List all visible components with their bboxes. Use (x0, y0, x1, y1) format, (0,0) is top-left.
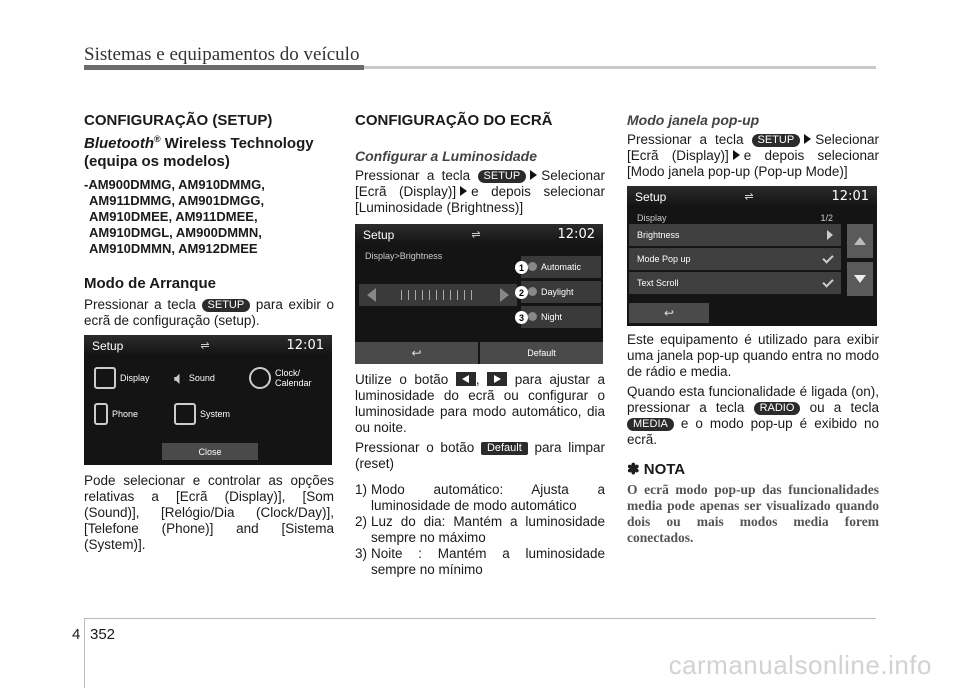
screen-time: 12:01 (286, 338, 324, 353)
arrow-right-icon (733, 150, 740, 160)
luminosidade-text: Pressionar a tecla SETUP Selecionar [Ecrã (Display)] e depois selecionar [Luminosidade (Brightness)] (355, 168, 606, 215)
column-2 (355, 112, 605, 578)
mode-popup-row[interactable]: Mode Pop up (629, 248, 841, 270)
usb-icon: ⇌ (744, 191, 754, 203)
nota-body: O ecrã modo pop-up das funcionalidades media pode apenas ser visualizado quando dois ou mais modos media forem conectados. (627, 482, 879, 545)
watermark: carmanualsonline.info (668, 650, 932, 680)
footer-rule (84, 618, 876, 619)
brightness-screen (355, 224, 603, 364)
modo-arranque-text: Pressionar a tecla SETUP para exibir o ecrã de configuração (setup). (84, 297, 334, 328)
page-number: 352 (90, 626, 116, 643)
check-icon (822, 252, 833, 263)
modo-arranque-heading: Modo de Arranque (84, 275, 216, 292)
callout-badge: 3 (515, 311, 528, 324)
brightness-slider[interactable] (359, 284, 517, 306)
model-list: -AM900DMMG, AM910DMMG, AM911DMMG, AM901DMGG, AM910DMEE, AM911DMEE, AM910DMGL, AM900DMMN, AM910DMMN, AM912DMEE (84, 177, 265, 256)
back-button[interactable] (629, 303, 709, 323)
reset-text: Pressionar o botão Default para limpar (reset) (355, 440, 605, 471)
brightness-scale (401, 290, 477, 300)
setup-description: Pode selecionar e controlar as opções relativas a [Ecrã (Display)], [Som (Sound)], [Relógio/Dia (Clock/Day)], [Telefone (Phone)] and [Sistema (System)]. (84, 473, 334, 552)
popup-description: Este equipamento é utilizado para exibir uma janela pop-up quando entra no modo de rádio e media. (627, 332, 879, 379)
screen-time: 12:02 (557, 227, 595, 242)
arrow-down-icon (854, 275, 866, 283)
decrease-icon[interactable] (367, 288, 376, 302)
brightness-row[interactable]: Brightness (629, 224, 841, 246)
check-icon (822, 276, 833, 287)
arrow-right-icon (530, 170, 537, 180)
setup-heading: CONFIGURAÇÃO (SETUP) (84, 112, 273, 129)
footer-divider (84, 618, 85, 688)
chapter-number: 4 (72, 626, 81, 643)
screen-time: 12:01 (831, 189, 869, 204)
phone-icon (94, 403, 108, 425)
setup-screen (84, 335, 332, 465)
back-icon: ↩ (411, 346, 422, 360)
popup-subheading: Modo janela pop-up (627, 112, 760, 128)
bluetooth-heading: Bluetooth® Wireless Technology (84, 134, 314, 152)
phone-menu-item[interactable]: Phone (94, 401, 174, 427)
screen-path: Display (637, 213, 667, 223)
scroll-up-button[interactable] (847, 224, 873, 258)
running-header: Sistemas e equipamentos do veículo (84, 44, 360, 65)
list-item: 1) Modo automático: Ajusta a luminosidade de modo automático (355, 482, 605, 513)
list-item: 3) Noite : Mantém a luminosidade sempre no mínimo (355, 546, 605, 577)
system-menu-item[interactable]: System (174, 401, 249, 427)
column-3 (627, 112, 879, 546)
popup-instruction: Quando esta funcionalidade é ligada (on), pressionar a tecla RADIO ou a tecla MEDIA e o modo pop-up é exibido no ecrã. (627, 384, 879, 447)
radio-key-icon: RADIO (754, 402, 801, 415)
popup-text: Pressionar a tecla SETUP Selecionar [Ecrã (Display)] e depois selecionar [Modo janela pop-up (Pop-up Mode)] (627, 132, 879, 179)
setup-key-icon: SETUP (202, 299, 251, 312)
chevron-right-icon (827, 230, 833, 240)
display-icon (94, 367, 116, 389)
bluetooth-heading-line2: (equipa os modelos) (84, 153, 230, 170)
luminosidade-subheading: Configurar a Luminosidade (355, 148, 538, 164)
mode-list (355, 482, 605, 578)
back-icon: ↩ (663, 306, 675, 320)
left-arrow-icon (456, 372, 476, 386)
increase-icon[interactable] (500, 288, 509, 302)
arrow-right-icon (460, 186, 467, 196)
usb-icon: ⇌ (471, 229, 481, 241)
display-menu-item[interactable]: Display (94, 365, 174, 391)
list-item: 2) Luz do dia: Mantém a luminosidade sempre no máximo (355, 514, 605, 545)
default-key-icon: Default (481, 442, 528, 455)
automatic-option[interactable]: Automatic (521, 256, 601, 278)
text-scroll-row[interactable]: Text Scroll (629, 272, 841, 294)
nota-heading: ✽ NOTA (627, 461, 686, 478)
default-button[interactable]: Default (480, 342, 603, 364)
ecra-heading: CONFIGURAÇÃO DO ECRÃ (355, 112, 553, 129)
close-button[interactable]: Close (162, 443, 258, 460)
setup-key-icon: SETUP (478, 170, 527, 183)
screen-title: Setup (363, 228, 395, 242)
media-key-icon: MEDIA (627, 418, 674, 431)
callout-badge: 2 (515, 286, 528, 299)
screen-path: Display>Brightness (365, 251, 443, 261)
speaker-icon: 🔈︎ (174, 368, 185, 388)
clock-menu-item[interactable]: Clock/ Calendar (249, 365, 329, 391)
callout-badge: 1 (515, 261, 528, 274)
night-option[interactable]: Night (521, 306, 601, 328)
header-rule (84, 66, 876, 69)
column-1 (84, 112, 334, 553)
daylight-option[interactable]: Daylight (521, 281, 601, 303)
screen-title: Setup (92, 339, 124, 353)
arrow-up-icon (854, 237, 866, 245)
display-screen (627, 186, 877, 326)
usb-icon: ⇌ (200, 340, 210, 352)
screen-title: Setup (635, 190, 667, 204)
setup-key-icon: SETUP (752, 134, 801, 147)
adjust-text: Utilize o botão , para ajustar a luminosidade do ecrã ou configurar o luminosidade para modo automático, dia ou noite. (355, 372, 605, 435)
page-indicator: 1/2 (820, 213, 833, 223)
back-button[interactable] (355, 342, 478, 364)
scroll-down-button[interactable] (847, 262, 873, 296)
sound-menu-item[interactable]: 🔈︎ Sound (174, 368, 215, 388)
gear-icon (174, 403, 196, 425)
arrow-right-icon (804, 134, 811, 144)
clock-icon (249, 367, 271, 389)
right-arrow-icon (487, 372, 507, 386)
